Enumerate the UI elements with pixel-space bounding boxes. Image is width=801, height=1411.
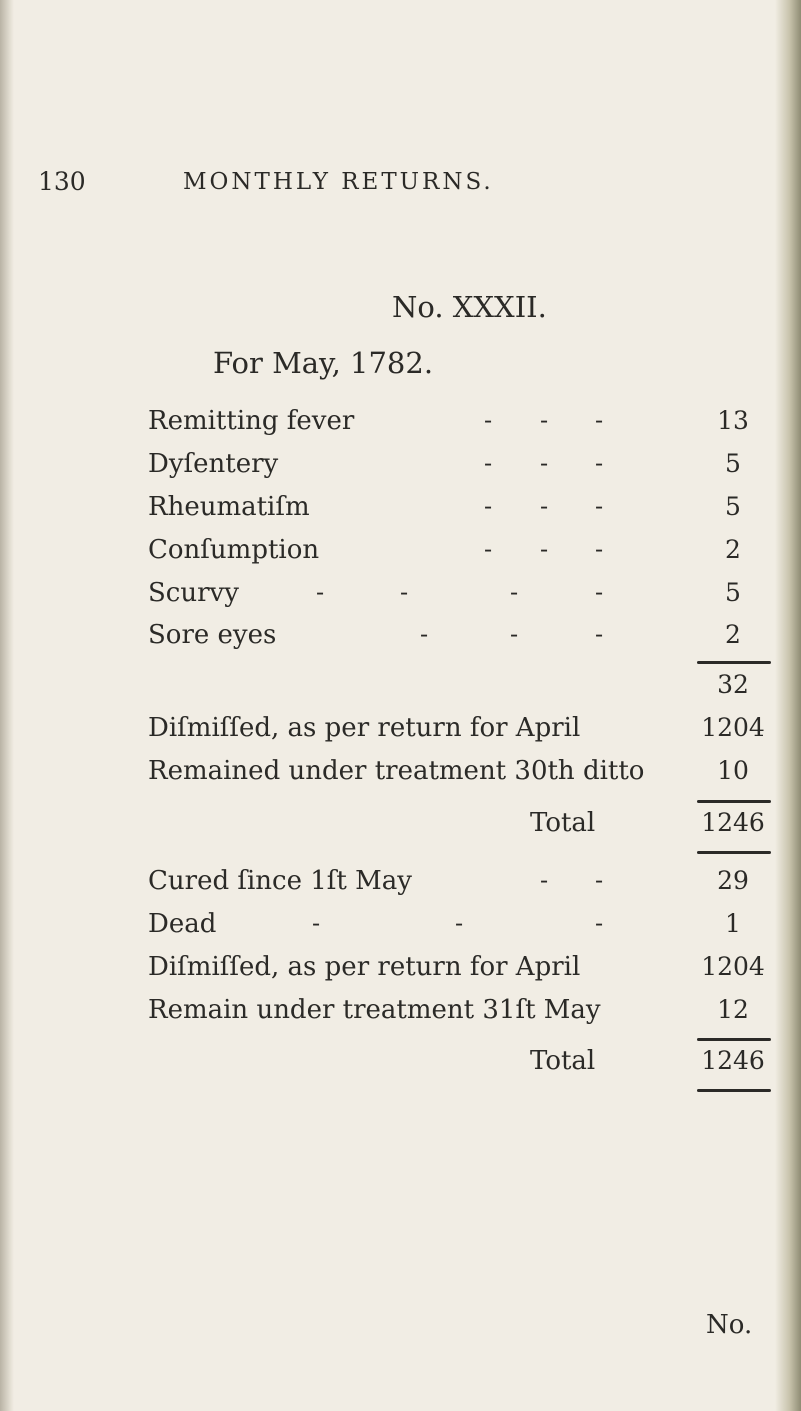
total-label: Total xyxy=(530,808,596,838)
leader-dash: - xyxy=(540,449,549,477)
return-period: For May, 1782. xyxy=(213,346,434,380)
leader-dash: - xyxy=(595,578,604,606)
summary-label: Dead xyxy=(148,909,217,939)
leader-dash: - xyxy=(595,866,604,894)
total-label: Total xyxy=(530,1046,596,1076)
leader-dash: - xyxy=(595,535,604,563)
summary-row xyxy=(0,952,801,992)
leader-dash: - xyxy=(595,620,604,648)
disease-count: 5 xyxy=(725,449,741,478)
disease-label: Scurvy xyxy=(148,578,239,608)
summary-value: 29 xyxy=(717,866,749,895)
leader-dash: - xyxy=(484,492,493,520)
leader-dash: - xyxy=(484,449,493,477)
disease-count: 5 xyxy=(725,578,741,607)
disease-row xyxy=(0,492,801,532)
disease-row xyxy=(0,449,801,489)
leader-dash: - xyxy=(455,909,464,937)
running-head: MONTHLY RETURNS. xyxy=(183,169,494,195)
leader-dash: - xyxy=(540,866,549,894)
disease-total-row xyxy=(0,670,801,710)
total-value: 1246 xyxy=(701,808,765,837)
leader-dash: - xyxy=(540,406,549,434)
leader-dash: - xyxy=(595,406,604,434)
summary-value: 1204 xyxy=(701,713,765,742)
section-title: No. XXXII. xyxy=(392,290,547,324)
summary-value: 1 xyxy=(725,909,741,938)
summary-value: 12 xyxy=(717,995,749,1024)
leader-dash: - xyxy=(484,406,493,434)
disease-count: 13 xyxy=(717,406,749,435)
sum-rule xyxy=(697,1089,771,1092)
leader-dash: - xyxy=(316,578,325,606)
disease-row xyxy=(0,406,801,446)
summary-label: Diſmiſſed, as per return for April xyxy=(148,713,581,743)
summary-label: Remained under treatment 30th ditto xyxy=(148,756,645,786)
summary-row xyxy=(0,713,801,753)
summary-value: 10 xyxy=(717,756,749,785)
leader-dash: - xyxy=(595,909,604,937)
page-number: 130 xyxy=(38,167,86,196)
leader-dash: - xyxy=(400,578,409,606)
disease-row xyxy=(0,620,801,660)
summary-total-row xyxy=(0,808,801,848)
disease-count: 2 xyxy=(725,620,741,649)
summary-label: Remain under treatment 31ſt May xyxy=(148,995,601,1025)
page-header xyxy=(38,167,658,207)
leader-dash: - xyxy=(420,620,429,648)
disease-row xyxy=(0,578,801,618)
leader-dash: - xyxy=(595,449,604,477)
sum-rule xyxy=(697,1038,771,1041)
leader-dash: - xyxy=(510,578,519,606)
leader-dash: - xyxy=(510,620,519,648)
sum-rule xyxy=(697,851,771,854)
disease-label: Conſumption xyxy=(148,535,320,565)
summary-row xyxy=(0,995,801,1035)
disease-row xyxy=(0,535,801,575)
summary-row xyxy=(0,866,801,906)
disease-total: 32 xyxy=(717,670,749,699)
leader-dash: - xyxy=(540,535,549,563)
sum-rule xyxy=(697,661,771,664)
disease-label: Dyſentery xyxy=(148,449,279,479)
summary-label: Cured ſince 1ſt May xyxy=(148,866,412,896)
leader-dash: - xyxy=(595,492,604,520)
summary-row xyxy=(0,909,801,949)
disease-label: Rheumatiſm xyxy=(148,492,310,522)
summary-label: Diſmiſſed, as per return for April xyxy=(148,952,581,982)
disease-count: 2 xyxy=(725,535,741,564)
disease-label: Remitting fever xyxy=(148,406,355,436)
disease-label: Sore eyes xyxy=(148,620,277,650)
leader-dash: - xyxy=(312,909,321,937)
disease-count: 5 xyxy=(725,492,741,521)
summary-value: 1204 xyxy=(701,952,765,981)
leader-dash: - xyxy=(540,492,549,520)
leader-dash: - xyxy=(484,535,493,563)
summary-total-row xyxy=(0,1046,801,1086)
sum-rule xyxy=(697,800,771,803)
total-value: 1246 xyxy=(701,1046,765,1075)
catchword: No. xyxy=(706,1310,753,1340)
summary-row xyxy=(0,756,801,796)
